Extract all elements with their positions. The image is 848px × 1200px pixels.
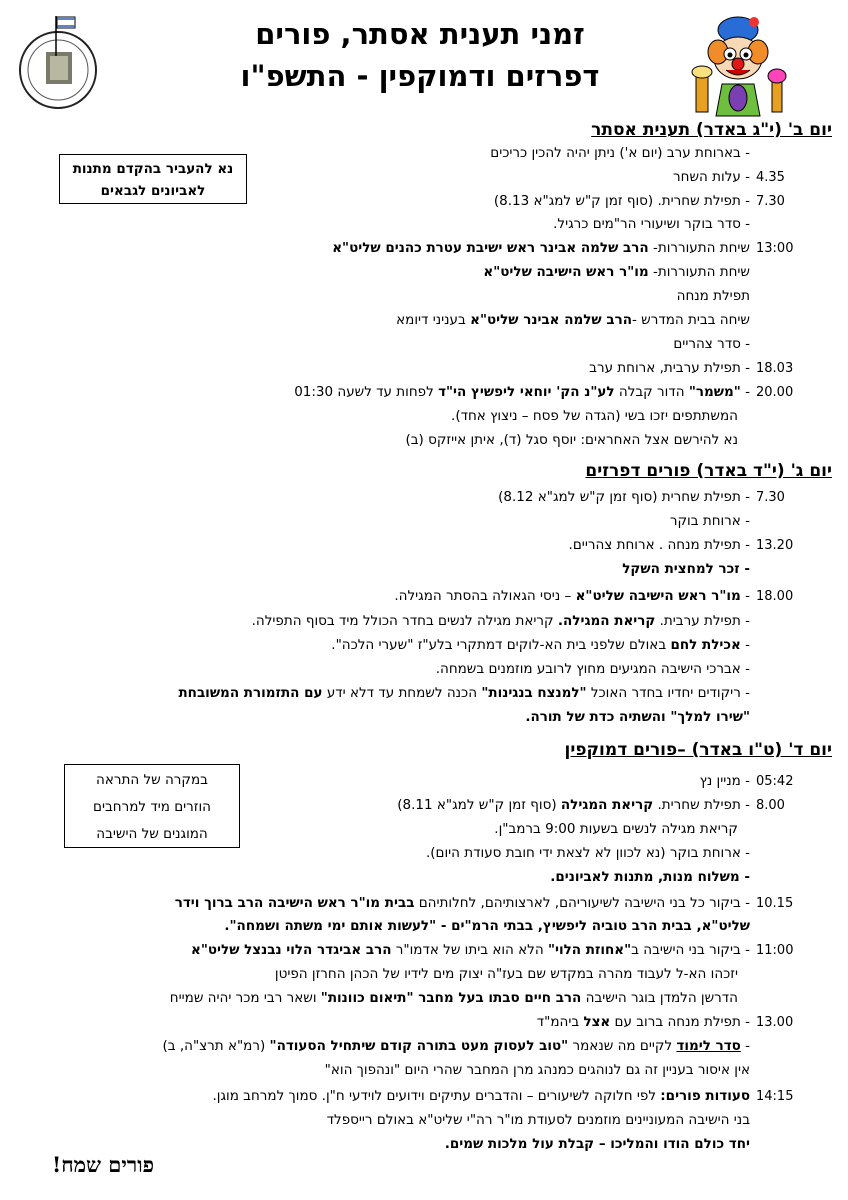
row-text: - מו"ר ראש הישיבה שליט"א – ניסי הגאולה בהסתר המגילה. [394, 588, 750, 604]
schedule-row [0, 560, 848, 582]
row-time: 18.03 [756, 361, 794, 376]
row-time: 7.30 [756, 194, 785, 209]
row-text: בני הישיבה המעוניינים מוזמנים לסעודת מו"ר רה"י שליט"א באולם רייספלד [326, 1112, 750, 1128]
row-text: - אכילת לחם באולם שלפני בית הא-לוקים דמתקרי בלע"ז "שערי הלכה". [331, 637, 750, 653]
schedule-row [0, 612, 848, 634]
row-text: יחד כולם הודו והמליכו – קבלת עול מלכות שמים. [444, 1136, 750, 1152]
schedule-row [0, 989, 848, 1011]
schedule-row [0, 587, 848, 609]
schedule-row [0, 192, 848, 214]
row-text: הדרשן הלמדן בוגר הישיבה הרב חיים סבתו בעל מחבר "תיאום כוונות" ושאר רבי מכר יהיה שמייח [169, 990, 738, 1006]
row-text: - ריקודים יחדיו בחדר האוכל "למנצח בנגינות" הכנה לשמחת עד דלא ידע עם התזמורת המשובחת [178, 685, 750, 701]
schedule-row [0, 894, 848, 916]
row-time: 05:42 [756, 774, 794, 789]
schedule-row [0, 708, 848, 730]
row-text: יזכהו הא-ל לעבוד מהרה במקדש שם בעז"ה יצוק מים לידיו של הכהן החרזן הפיטן [274, 966, 738, 982]
row-text: שליט"א, בבית הרב טוביה ליפשיץ, בבתי הרמ"ים - "לעשות אותם ימי משתה ושמחה". [224, 918, 750, 934]
row-text: - "משמר" הדור קבלה לע"נ הק' יוחאי ליפשיץ הי"ד לפחות עד לשעה 01:30 [294, 384, 750, 400]
schedule-row [0, 215, 848, 237]
row-text: - מניין נץ [699, 773, 750, 789]
row-text: תפילת מנחה [676, 288, 750, 304]
row-text: "שירו למלך" והשתיה כדת של תורה. [525, 709, 750, 725]
row-time: 14:15 [756, 1089, 794, 1104]
row-text: - ביקור כל בני הישיבה לשיעוריהם, לארצותיהם, לחלותיהם בבית מו"ר ראש הישיבה הרב ברוך וידר [174, 895, 750, 911]
schedule-row [0, 844, 848, 866]
row-text: - סדר צהריים [673, 336, 750, 352]
row-text: - תפילת ערבית. קריאת המגילה. קריאת מגילה לנשים בחדר הכולל מיד בסוף התפילה. [251, 613, 750, 629]
schedule-row [0, 144, 848, 166]
schedule-row [0, 1111, 848, 1133]
row-time: 7.30 [756, 490, 785, 505]
row-text: - ארוחת בוקר [669, 513, 750, 529]
row-text: - סדר בוקר ושיעורי הר"מים כרגיל. [553, 216, 750, 232]
note-line: לאביונים לגבאים [100, 183, 206, 199]
row-text: סעודות פורים: לפי חלוקה לשיעורים – והדברים עתיקים וידועים לוידעי ח"ן. סמוך למרחב מוגן. [212, 1088, 750, 1104]
schedule-row [0, 536, 848, 558]
note-line: הוזרים מיד למרחבים [93, 799, 211, 815]
section-heading-purim-dprazim: יום ג' (י"ד באדר) פורים דפרזים [585, 461, 832, 481]
row-text: - תפילת מנחה ברוב עם אצל ביהמ"ד [536, 1014, 750, 1030]
row-text: - ביקור בני הישיבה ב"אחוזת הלוי" הלא הוא ביתו של אדמו"ר הרב אביגדר הלוי נבנצל שליט"א [191, 942, 750, 958]
row-text: - בארוחת ערב (יום א') ניתן יהיה להכין כריכים [490, 145, 750, 161]
row-time: 13.00 [756, 1015, 794, 1030]
clown-illustration [688, 12, 800, 120]
row-text: - אברכי הישיבה המגיעים מחוץ לרובע מוזמנים בשמחה. [435, 661, 750, 677]
row-time: 13:00 [756, 241, 794, 256]
schedule-row [0, 820, 848, 842]
schedule-row [0, 636, 848, 658]
schedule-row [0, 359, 848, 381]
schedule-row [0, 941, 848, 963]
schedule-row [0, 335, 848, 357]
page-title-line2: דפרזים ודמוקפין - התשפ"ו [240, 59, 600, 93]
schedule-row [0, 796, 848, 818]
row-text: המשתתפים יזכו בשי (הגדה של פסח – ניצוץ אחד). [451, 408, 738, 424]
row-text: שיחה בבית המדרש -הרב שלמה אבינר שליט"א בעניני דיומא [396, 312, 750, 328]
row-text: - ארוחת בוקר (נא לכוון לא לצאת ידי חובת סעודת היום). [425, 845, 750, 861]
yeshiva-seal-logo [16, 8, 100, 114]
schedule-row [0, 287, 848, 309]
schedule-row [0, 772, 848, 794]
row-text: - תפילת שחרית. קריאת המגילה (סוף זמן ק"ש למג"א 8.11) [397, 797, 750, 813]
note-line: נא להעביר בהקדם מתנות [72, 161, 234, 177]
row-text: - עלות השחר [673, 169, 750, 185]
schedule-row [0, 965, 848, 987]
row-text: - תפילת מנחה . ארוחת צהריים. [568, 537, 750, 553]
row-text: שיחת התעוררות- מו"ר ראש הישיבה שליט"א [483, 264, 750, 280]
row-time: 13.20 [756, 538, 794, 553]
row-text: נא להירשם אצל האחראים: יוסף סגל (ד), איתן אייזקס (ב) [405, 432, 738, 448]
schedule-row [0, 488, 848, 510]
row-text: - זכר למחצית השקל [622, 561, 750, 577]
row-text: - תפילת שחרית. (סוף זמן ק"ש למג"א 8.13) [493, 193, 750, 209]
row-time: 20.00 [756, 385, 794, 400]
footer-greeting: פורים שמח! [52, 1152, 154, 1177]
schedule-row [0, 407, 848, 429]
schedule-row [0, 684, 848, 706]
schedule-row [0, 311, 848, 333]
row-text: קריאת מגילה לנשים בשעות 9:00 ברמב"ן. [494, 821, 738, 837]
schedule-row [0, 1061, 848, 1083]
schedule-row [0, 917, 848, 939]
schedule-row [0, 868, 848, 890]
row-text: - סדר לימוד לקיים מה שנאמר "טוב לעסוק מעט בתורה קודם שיתחיל הסעודה" (רמ"א תרצ"ה, ב) [162, 1038, 750, 1054]
row-text: אין איסור בעניין זה גם לנוהגים כמנהג מרן המחבר שהרי היום "ונהפוך הוא" [324, 1062, 750, 1078]
row-text: - משלוח מנות, מתנות לאביונים. [550, 869, 750, 885]
note-line: המוגנים של הישיבה [96, 826, 208, 842]
schedule-row [0, 1037, 848, 1059]
schedule-row [0, 383, 848, 405]
section-heading-taanit-esther: יום ב' (י"ג באדר) תענית אסתר [591, 120, 832, 140]
row-time: 8.00 [756, 798, 785, 813]
row-text: - תפילת ערבית, ארוחת ערב [589, 360, 750, 376]
schedule-row [0, 660, 848, 682]
row-time: 10.15 [756, 896, 794, 911]
note-line: במקרה של התראה [96, 772, 208, 788]
schedule-row [0, 1013, 848, 1035]
schedule-row [0, 512, 848, 534]
schedule-row [0, 239, 848, 261]
page-title-line1: זמני תענית אסתר, פורים [255, 17, 585, 51]
section-heading-purim-dmukafin: יום ד' (ט"ו באדר) –פורים דמוקפין [564, 740, 832, 760]
schedule-row [0, 1087, 848, 1109]
row-time: 11:00 [756, 943, 794, 958]
row-time: 4.35 [756, 170, 785, 185]
row-text: - תפילת שחרית (סוף זמן ק"ש למג"א 8.12) [498, 489, 750, 505]
schedule-row [0, 431, 848, 453]
schedule-row [0, 168, 848, 190]
schedule-row [0, 263, 848, 285]
row-time: 18.00 [756, 589, 794, 604]
row-text: שיחת התעוררות- הרב שלמה אבינר ראש ישיבת עטרת כהנים שליט"א [332, 240, 750, 256]
